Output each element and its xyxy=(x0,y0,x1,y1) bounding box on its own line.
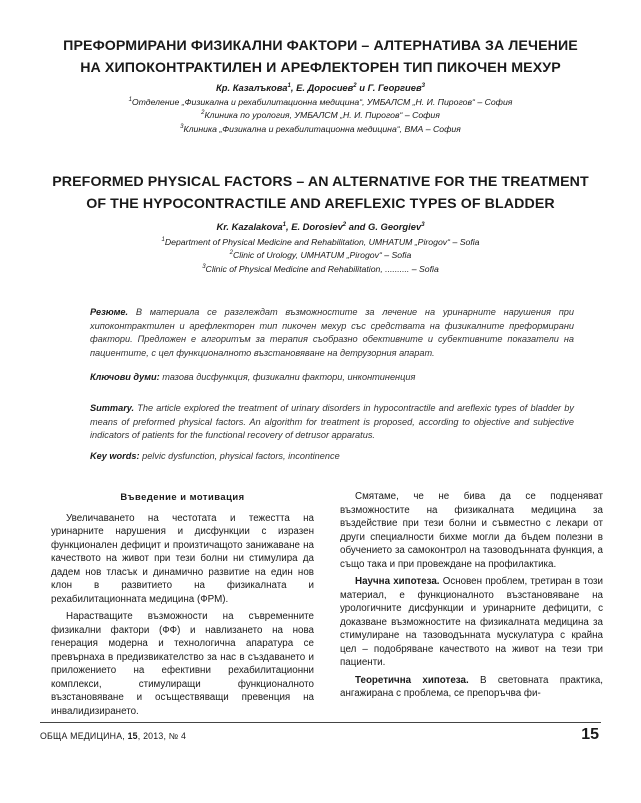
title-english xyxy=(40,171,601,215)
affiliation-2: $^2$Clinic of Urology, UMHATUM „Pirogov“ – Sofia xyxy=(229,250,412,261)
abstract-label: Резюме. xyxy=(90,307,129,317)
journal-volume: 15 xyxy=(127,731,138,741)
author-3: G. Georgiev xyxy=(368,221,422,232)
author-2: E. Dorosiev xyxy=(291,221,343,232)
footer-journal xyxy=(40,731,186,741)
affiliation-1: $^1$Department of Physical Medicine and Rehabilitation, UMHATUM „Pirogov“ – Sofia xyxy=(161,237,480,247)
body-paragraph: Теоретична хипотеза. В световната практика, ангажирана с проблема, се препоръчва фи- xyxy=(340,674,603,699)
abstract-text: The article explored the treatment of urinary disorders in hypocontractile and areflexic types of bladder by means of preformed physical factors. An algorithm for treatment is proposed, according to objective and subjective indicators of patients for the functional recovery of detrusor apparatus. xyxy=(90,403,574,440)
author-3: Г. Георгиев xyxy=(367,82,422,93)
affiliation-2: $^2$Клиника по урология, УМБАЛСМ „Н. И. Пирогов“ – София xyxy=(201,110,440,121)
abstract-text: В материала се разглеждат възможностите за лечение на уринарните нарушения при хипоконтрактилен и арефлекторен тип пикочен мехур със средствата на физикалните преформирани фактори. Предложен е алгоритъм за терапия съобразно обективните и субективните показатели на пациентите, с цел функционалното възстановяване на детрузорния апарат. xyxy=(90,307,574,358)
body-paragraph: Научна хипотеза. Основен проблем, третиран в този материал, е функционалното възстановяване на урологичните дисфункции и уринарните дефицити, с доказване възможностите на физикалната медицина за стимулиране на тазоводънната мускулатура с крайна цел – подобряване качеството на живот на тези три пациенти. xyxy=(340,576,603,668)
body-paragraph: Увеличаването на честотата и тежестта на уринарните нарушения и дисфункции с изразен функционален дефицит и произтичащото занижаване на качеството на живот при тези болни ни стимулира да дадем нов тласък и динамично развитие на един нов клон в развитието на физикалната и рехабилитационната медицина (ФРМ). xyxy=(51,512,314,605)
body-column-left xyxy=(51,490,314,722)
keywords-text: pelvic dysfunction, physical factors, incontinence xyxy=(139,451,340,461)
title-en-line1: PREFORMED PHYSICAL FACTORS – AN ALTERNATIVE FOR THE TREATMENT xyxy=(52,174,589,190)
title-bg-line1: ПРЕФОРМИРАНИ ФИЗИКАЛНИ ФАКТОРИ – АЛТЕРНАТИВА ЗА ЛЕЧЕНИЕ xyxy=(63,38,578,54)
affiliation-1: $^1$Отделение „Физикална и рехабилитационна медицина“, УМБАЛСМ „Н. И. Пирогов“ – София xyxy=(128,97,513,107)
body-column-right xyxy=(340,490,603,705)
body-paragraph: Нарастващите възможности на съвременните физикални фактори (ФФ) и навлизането на нова генерация модерна и технологична апаратура се превърнаха в предизвикателство за нас в създаването и приложението на ефективни рехабилитационни комплекси, стимулиращи функционалното възстановяване и осъществяващи превенция на инвалидизирането. xyxy=(51,611,314,717)
affiliations-english xyxy=(40,236,601,276)
keywords-english xyxy=(90,450,574,464)
authors-bulgarian: Кр. Казалъкова$^1$, Е. Доросиев$^2$ и Г. Георгиев$^3$ xyxy=(216,82,425,93)
author-1: Кр. Казалъкова xyxy=(216,82,288,93)
keywords-label: Key words: xyxy=(90,451,140,461)
journal-issue: , 2013, № 4 xyxy=(137,731,187,741)
abstract-label: Summary. xyxy=(90,403,135,413)
author-2: Е. Доросиев xyxy=(296,82,354,93)
keywords-label: Ключови думи: xyxy=(90,372,160,382)
affiliations-bulgarian xyxy=(40,96,601,136)
keywords-bulgarian xyxy=(90,371,574,385)
author-1: Kr. Kazalakova xyxy=(216,221,283,232)
affiliation-3: $^3$Clinic of Physical Medicine and Rehabilitation, .......... – Sofia xyxy=(202,263,439,274)
title-bulgarian xyxy=(40,35,601,79)
paragraph-label: Научна хипотеза. xyxy=(355,576,440,587)
abstract-bulgarian xyxy=(90,306,574,360)
section-heading: Въведение и мотивация xyxy=(120,491,245,502)
journal-name: ОБЩА МЕДИЦИНА, xyxy=(40,731,128,741)
paragraph-label: Теоретична хипотеза. xyxy=(355,674,469,686)
body-paragraph: Смятаме, че не бива да се подценяват възможностите на физикалната медицина за въздействие при тези болни и съвместно с лекари от други специалности бихме могли да бъдем полезни в обучението за самоконтрол на тазоводънната функция, а също така и при провеждане на профилактика. xyxy=(340,491,603,570)
title-en-line2: OF THE HYPOCONTRACTILE AND AREFLEXIC TYPES OF BLADDER xyxy=(86,196,555,212)
footer-divider xyxy=(40,722,601,723)
authors-english: Kr. Kazalakova$^1$, E. Dorosiev$^2$ and G. Georgiev$^3$ xyxy=(216,221,425,232)
keywords-text: тазова дисфункция, физикални фактори, инконтиненция xyxy=(159,372,416,382)
page-number: 15 xyxy=(581,726,599,743)
abstract-english xyxy=(90,402,574,443)
title-bg-line2: НА ХИПОКОНТРАКТИЛЕН И АРЕФЛЕКТОРЕН ТИП ПИКОЧЕН МЕХУР xyxy=(80,60,561,76)
affiliation-3: $^3$Клиника „Физикална и рехабилитационна медицина“, ВМА – София xyxy=(180,123,461,134)
